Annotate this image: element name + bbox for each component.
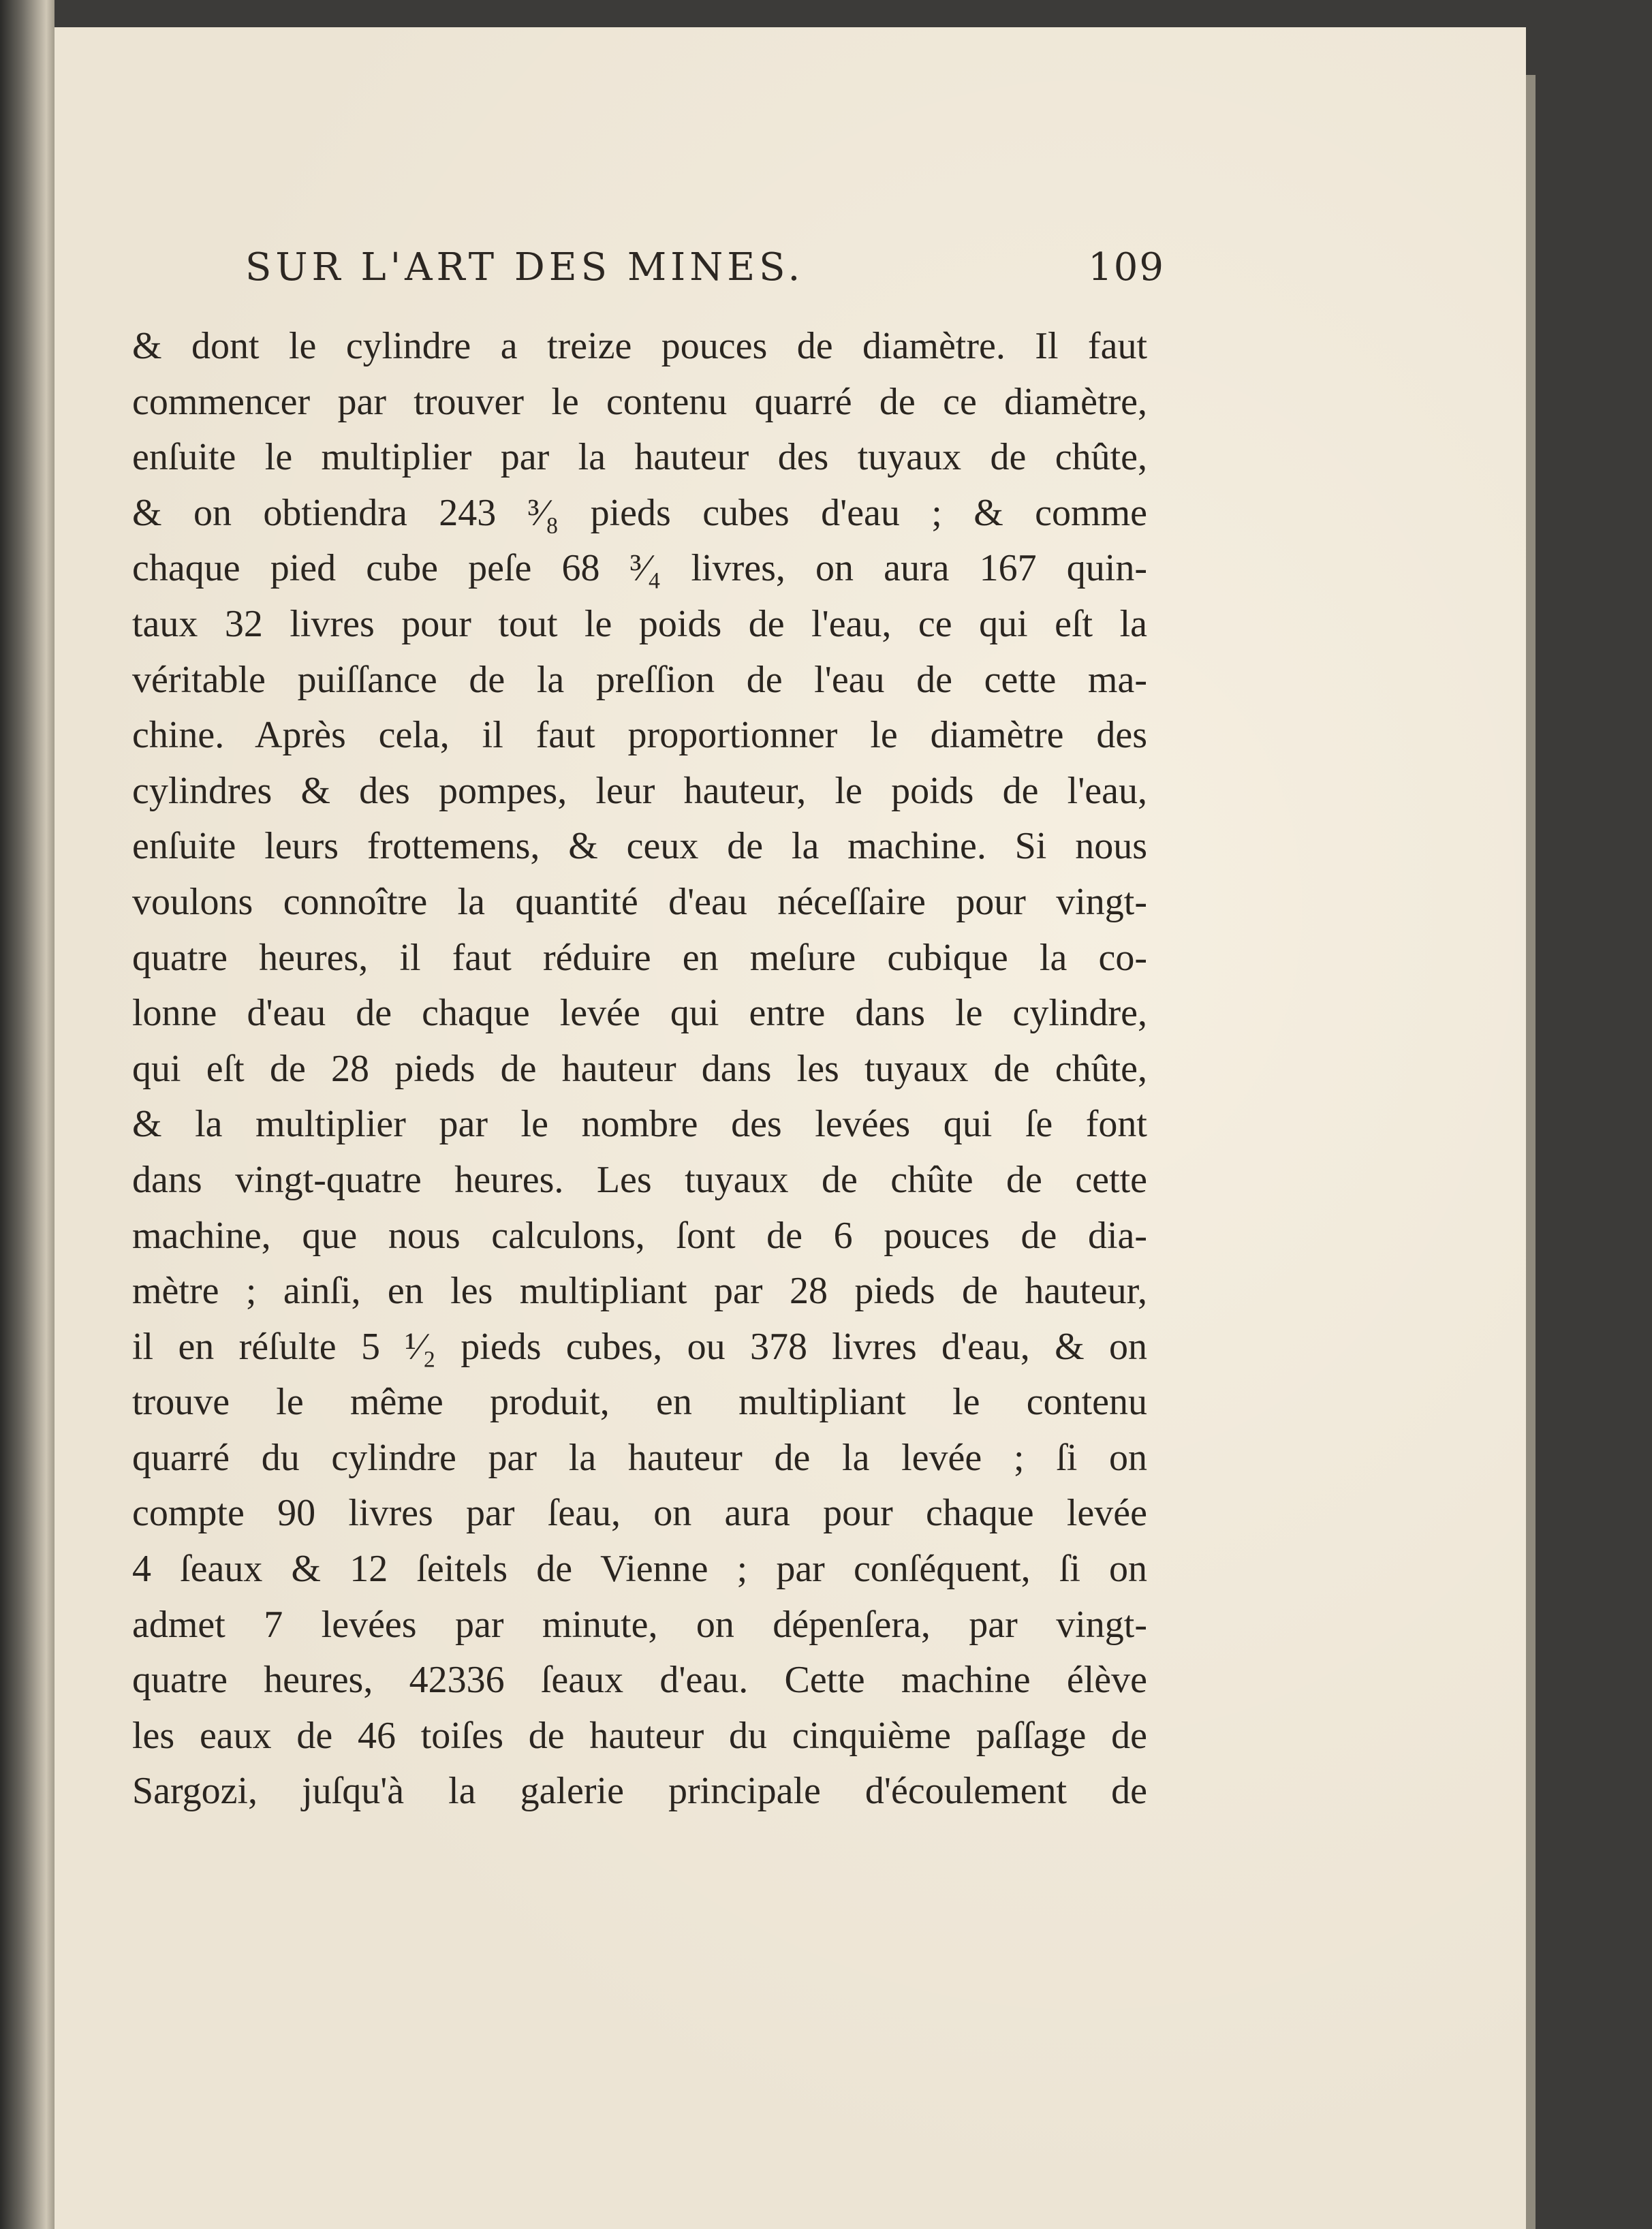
- text-line: taux 32 livres pour tout le poids de l'eau, ce qui eſt la: [132, 602, 1147, 645]
- text-line: cylindres & des pompes, leur hauteur, le poids de l'eau,: [132, 769, 1147, 812]
- text-line: Sargozi, juſqu'à la galerie principale d'écoulement de: [132, 1770, 1147, 1813]
- text-line: véritable puiſſance de la preſſion de l'eau de cette ma-: [132, 658, 1147, 701]
- body-text: [132, 319, 1147, 1820]
- text-line: machine, que nous calculons, ſont de 6 pouces de dia-: [132, 1214, 1147, 1257]
- text-line: quatre heures, il faut réduire en meſure cubique la co-: [132, 936, 1147, 979]
- text-line: lonne d'eau de chaque levée qui entre dans le cylindre,: [132, 992, 1147, 1035]
- text-line: enſuite leurs frottemens, & ceux de la machine. Si nous: [132, 825, 1147, 868]
- text-line: voulons connoître la quantité d'eau néceſſaire pour vingt-: [132, 880, 1147, 923]
- page-header: [245, 245, 1165, 300]
- text-line: & dont le cylindre a treize pouces de diamètre. Il faut: [132, 325, 1147, 367]
- text-line: qui eſt de 28 pieds de hauteur dans les tuyaux de chûte,: [132, 1047, 1147, 1090]
- text-line: enſuite le multiplier par la hauteur des tuyaux de chûte,: [132, 436, 1147, 479]
- text-line: dans vingt-quatre heures. Les tuyaux de chûte de cette: [132, 1158, 1147, 1201]
- page-edge: [1526, 75, 1536, 2229]
- text-line: chine. Après cela, il faut proportionner le diamètre des: [132, 714, 1147, 757]
- text-line: quatre heures, 42336 ſeaux d'eau. Cette machine élève: [132, 1659, 1147, 1702]
- facing-page-edge: [0, 0, 54, 2229]
- running-title: SUR L'ART DES MINES.: [245, 245, 805, 290]
- text-line: il en réſulte 5 ¹⁄₂ pieds cubes, ou 378 livres d'eau, & on: [132, 1325, 1147, 1368]
- text-line: quarré du cylindre par la hauteur de la levée ; ſi on: [132, 1436, 1147, 1479]
- text-line: chaque pied cube peſe 68 ³⁄₄ livres, on aura 167 quin-: [132, 547, 1147, 590]
- text-line: trouve le même produit, en multipliant le contenu: [132, 1381, 1147, 1424]
- text-line: compte 90 livres par ſeau, on aura pour chaque levée: [132, 1492, 1147, 1535]
- text-line: 4 ſeaux & 12 ſeitels de Vienne ; par conſéquent, ſi on: [132, 1548, 1147, 1591]
- page-number: 109: [1088, 245, 1165, 290]
- text-line: commencer par trouver le contenu quarré de ce diamètre,: [132, 380, 1147, 423]
- text-line: les eaux de 46 toiſes de hauteur du cinquième paſſage de: [132, 1714, 1147, 1757]
- text-line: admet 7 levées par minute, on dépenſera, par vingt-: [132, 1603, 1147, 1646]
- text-line: & on obtiendra 243 ³⁄₈ pieds cubes d'eau ; & comme: [132, 491, 1147, 534]
- text-line: & la multiplier par le nombre des levées qui ſe font: [132, 1103, 1147, 1146]
- text-line: mètre ; ainſi, en les multipliant par 28 pieds de hauteur,: [132, 1270, 1147, 1313]
